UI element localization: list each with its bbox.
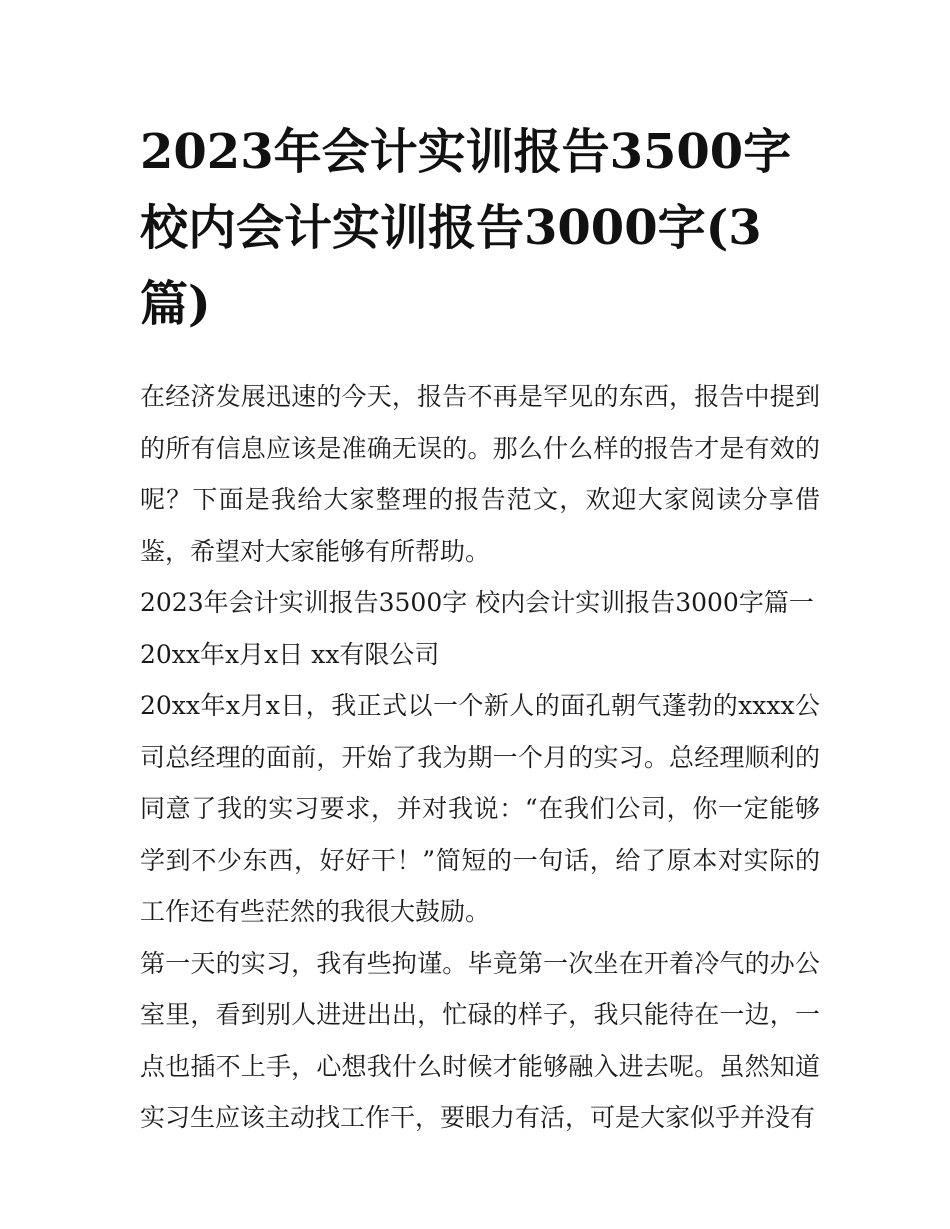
body-paragraph: 20xx年x月x日，我正式以一个新人的面孔朝气蓬勃的xxxx公司总经理的面前，开始了我为期一个月的实习。总经理顺利的同意了我的实习要求，并对我说：“在我们公司，你一定能够学到不少东西，好好干！”简短的一句话，给了原本对实际的工作还有些茫然的我很大鼓励。	[140, 691, 820, 926]
document-title	[140, 0, 820, 342]
intro-paragraph: 在经济发展迅速的今天，报告不再是罕见的东西，报告中提到的所有信息应该是准确无误的。那么什么样的报告才是有效的呢？下面是我给大家整理的报告范文，欢迎大家阅读分享借鉴，希望对大家能够有所帮助。	[140, 382, 820, 566]
document-body	[140, 371, 820, 1144]
date-company-line: 20xx年x月x日 xx有限公司	[140, 639, 440, 669]
title-line: 2023年会计实训报告3500字	[140, 124, 792, 180]
section-heading: 2023年会计实训报告3500字 校内会计实训报告3000字篇一	[140, 588, 814, 617]
title-line: 校内会计实训报告3000字(3	[140, 200, 762, 256]
body-paragraph: 第一天的实习，我有些拘谨。毕竟第一次坐在开着冷气的办公室里，看到别人进进出出，忙碌的样子，我只能待在一边，一点也插不上手，心想我什么时候才能够融入进去呢。虽然知道实习生应该主动找工作干，要眼力有活，可是大家似乎并没有	[140, 948, 820, 1132]
title-line: 篇)	[140, 276, 211, 332]
document-page	[140, 0, 820, 1144]
